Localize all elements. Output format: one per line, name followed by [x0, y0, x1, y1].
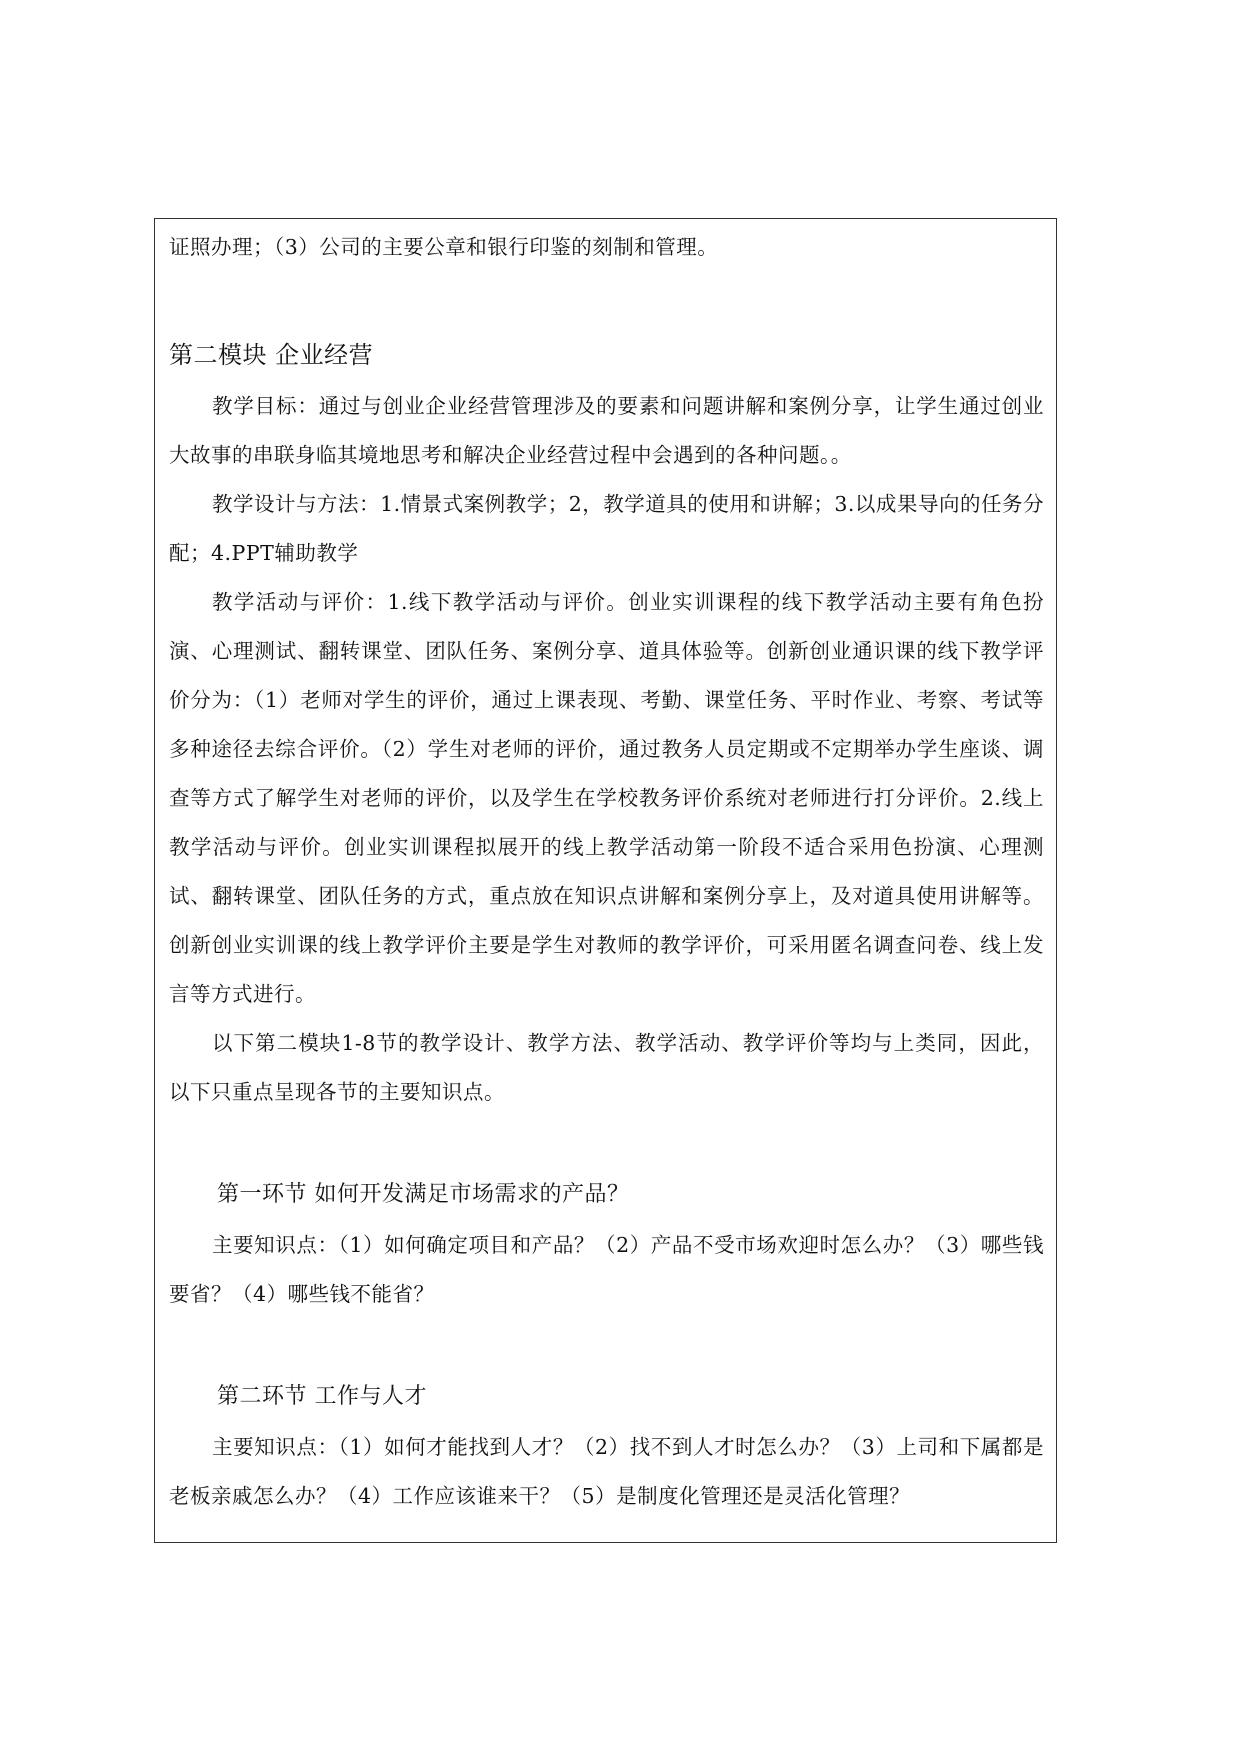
section-1-title: 第一环节 如何开发满足市场需求的产品？: [217, 1182, 630, 1207]
section-1-knowledge-paragraph: 主要知识点：（1）如何确定项目和产品？（2）产品不受市场欢迎时怎么办？（3）哪些钱要省？（4）哪些钱不能省？: [169, 1233, 1044, 1306]
activity-evaluation-paragraph: 教学活动与评价：1.线下教学活动与评价。创业实训课程的线下教学活动主要有角色扮演、心理测试、翻转课堂、团队任务、案例分享、道具体验等。创新创业通识课的线下教学评价分为：（1）老师对学生的评价，通过上课表现、考勤、课堂任务、平时作业、考察、考试等多种途径去综合评价。（2）学生对老师的评价，通过教务人员定期或不定期举办学生座谈、调查等方式了解学生对老师的评价，以及学生在学校教务评价系统对老师进行打分评价。2.线上教学活动与评价。创业实训课程拟展开的线上教学活动第一阶段不适合采用色扮演、心理测试、翻转课堂、团队任务的方式，重点放在知识点讲解和案例分享上，及对道具使用讲解等。创新创业实训课的线上教学评价主要是学生对教师的教学评价，可采用匿名调查问卷、线上发言等方式进行。: [169, 590, 1044, 1006]
summary-note-paragraph: 以下第二模块1-8节的教学设计、教学方法、教学活动、教学评价等均与上类同，因此，以下只重点呈现各节的主要知识点。: [169, 1031, 1044, 1104]
section-2-title: 第二环节 工作与人才: [217, 1384, 427, 1409]
document-body: [169, 223, 1044, 1521]
intro-continuation-paragraph: 证照办理；（3）公司的主要公章和银行印鉴的刻制和管理。: [169, 235, 719, 259]
section-2-knowledge-paragraph: 主要知识点：（1）如何才能找到人才？（2）找不到人才时怎么办？（3）上司和下属都是老板亲戚怎么办？（4）工作应该谁来干？（5）是制度化管理还是灵活化管理？: [169, 1435, 1044, 1508]
teaching-goal-paragraph: 教学目标：通过与创业企业经营管理涉及的要素和问题讲解和案例分享，让学生通过创业大故事的串联身临其境地思考和解决企业经营过程中会遇到的各种问题。。: [169, 394, 1044, 467]
content-table-cell: [154, 218, 1057, 1543]
design-method-paragraph: 教学设计与方法：1.情景式案例教学；2，教学道具的使用和讲解；3.以成果导向的任务分配；4.PPT辅助教学: [169, 492, 1044, 565]
module-title: 第二模块 企业经营: [169, 341, 374, 369]
